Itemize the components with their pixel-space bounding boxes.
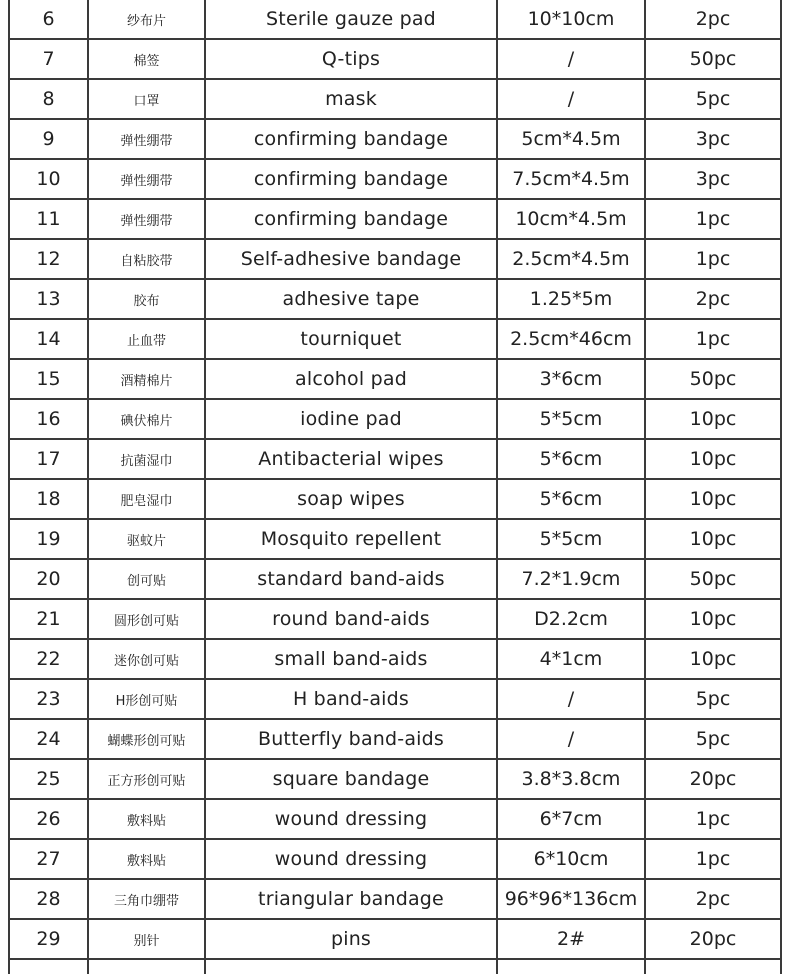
chinese-name-cell: 弹性绷带 [88, 159, 205, 199]
size-cell: 5*6cm [497, 439, 645, 479]
chinese-name-cell: 胶布 [88, 279, 205, 319]
table-row [9, 879, 781, 919]
english-name-cell: confirming bandage [205, 199, 497, 239]
item-table-container [8, 0, 782, 974]
quantity-cell: 50pc [645, 39, 781, 79]
chinese-name-cell: 蝴蝶形创可贴 [88, 719, 205, 759]
quantity-cell: 10pc [645, 519, 781, 559]
quantity-cell: 10pc [645, 399, 781, 439]
item-number-cell: 8 [9, 79, 88, 119]
table-row [9, 839, 781, 879]
item-number-cell: 16 [9, 399, 88, 439]
english-name-cell: Antibacterial wipes [205, 439, 497, 479]
quantity-cell: 10pc [645, 479, 781, 519]
quantity-cell: 10pc [645, 439, 781, 479]
quantity-cell: 2pc [645, 879, 781, 919]
size-cell: 7.2*1.9cm [497, 559, 645, 599]
english-name-cell: standard band-aids [205, 559, 497, 599]
item-number-cell: 11 [9, 199, 88, 239]
table-row [9, 719, 781, 759]
table-row [9, 799, 781, 839]
chinese-name-cell: 自粘胶带 [88, 239, 205, 279]
english-name-cell: pins [205, 919, 497, 959]
english-name-cell: H band-aids [205, 679, 497, 719]
quantity-cell: 3pc [645, 119, 781, 159]
table-row [9, 0, 781, 39]
item-number-cell [9, 959, 88, 974]
chinese-name-cell: 酒精棉片 [88, 359, 205, 399]
table-row-partial [9, 959, 781, 974]
chinese-name-cell: 抗菌湿巾 [88, 439, 205, 479]
quantity-cell: 1pc [645, 199, 781, 239]
english-name-cell: round band-aids [205, 599, 497, 639]
item-number-cell: 26 [9, 799, 88, 839]
table-row [9, 279, 781, 319]
table-row [9, 519, 781, 559]
size-cell: 5*6cm [497, 479, 645, 519]
quantity-cell: 1pc [645, 799, 781, 839]
item-table [8, 0, 782, 974]
english-name-cell: Q-tips [205, 39, 497, 79]
chinese-name-cell: 弹性绷带 [88, 199, 205, 239]
item-number-cell: 18 [9, 479, 88, 519]
table-row [9, 39, 781, 79]
english-name-cell: soap wipes [205, 479, 497, 519]
quantity-cell: 50pc [645, 359, 781, 399]
quantity-cell: 2pc [645, 279, 781, 319]
quantity-cell: 5pc [645, 679, 781, 719]
size-cell: 96*96*136cm [497, 879, 645, 919]
chinese-name-cell: 别针 [88, 919, 205, 959]
size-cell [497, 959, 645, 974]
quantity-cell: 50pc [645, 559, 781, 599]
item-number-cell: 22 [9, 639, 88, 679]
english-name-cell: mask [205, 79, 497, 119]
english-name-cell: square bandage [205, 759, 497, 799]
table-row [9, 919, 781, 959]
item-number-cell: 21 [9, 599, 88, 639]
chinese-name-cell [88, 959, 205, 974]
chinese-name-cell: H形创可贴 [88, 679, 205, 719]
size-cell: / [497, 719, 645, 759]
item-number-cell: 15 [9, 359, 88, 399]
quantity-cell: 20pc [645, 759, 781, 799]
quantity-cell [645, 959, 781, 974]
item-number-cell: 13 [9, 279, 88, 319]
size-cell: / [497, 79, 645, 119]
item-number-cell: 10 [9, 159, 88, 199]
item-number-cell: 9 [9, 119, 88, 159]
chinese-name-cell: 棉签 [88, 39, 205, 79]
english-name-cell: confirming bandage [205, 159, 497, 199]
item-number-cell: 12 [9, 239, 88, 279]
table-row [9, 359, 781, 399]
size-cell: 1.25*5m [497, 279, 645, 319]
quantity-cell: 3pc [645, 159, 781, 199]
table-row [9, 479, 781, 519]
chinese-name-cell: 三角巾绷带 [88, 879, 205, 919]
size-cell: 5*5cm [497, 399, 645, 439]
size-cell: 4*1cm [497, 639, 645, 679]
size-cell: 2.5cm*4.5m [497, 239, 645, 279]
item-number-cell: 27 [9, 839, 88, 879]
table-row [9, 239, 781, 279]
chinese-name-cell: 碘伏棉片 [88, 399, 205, 439]
table-row [9, 679, 781, 719]
item-number-cell: 25 [9, 759, 88, 799]
item-number-cell: 20 [9, 559, 88, 599]
quantity-cell: 20pc [645, 919, 781, 959]
size-cell: / [497, 39, 645, 79]
size-cell: 3*6cm [497, 359, 645, 399]
quantity-cell: 2pc [645, 0, 781, 39]
table-row [9, 759, 781, 799]
quantity-cell: 1pc [645, 839, 781, 879]
item-number-cell: 14 [9, 319, 88, 359]
item-table-body [9, 0, 781, 974]
size-cell: 3.8*3.8cm [497, 759, 645, 799]
chinese-name-cell: 圆形创可贴 [88, 599, 205, 639]
english-name-cell: alcohol pad [205, 359, 497, 399]
size-cell: / [497, 679, 645, 719]
chinese-name-cell: 纱布片 [88, 0, 205, 39]
item-number-cell: 28 [9, 879, 88, 919]
size-cell: 5cm*4.5m [497, 119, 645, 159]
size-cell: 7.5cm*4.5m [497, 159, 645, 199]
quantity-cell: 10pc [645, 599, 781, 639]
size-cell: 6*7cm [497, 799, 645, 839]
table-row [9, 399, 781, 439]
table-row [9, 639, 781, 679]
english-name-cell: wound dressing [205, 799, 497, 839]
table-row [9, 199, 781, 239]
chinese-name-cell: 止血带 [88, 319, 205, 359]
quantity-cell: 5pc [645, 719, 781, 759]
table-row [9, 439, 781, 479]
size-cell: 10*10cm [497, 0, 645, 39]
size-cell: 6*10cm [497, 839, 645, 879]
size-cell: D2.2cm [497, 599, 645, 639]
size-cell: 2.5cm*46cm [497, 319, 645, 359]
item-number-cell: 7 [9, 39, 88, 79]
quantity-cell: 5pc [645, 79, 781, 119]
english-name-cell: small band-aids [205, 639, 497, 679]
english-name-cell: tourniquet [205, 319, 497, 359]
table-row [9, 599, 781, 639]
item-number-cell: 19 [9, 519, 88, 559]
table-row [9, 559, 781, 599]
english-name-cell: Butterfly band-aids [205, 719, 497, 759]
quantity-cell: 1pc [645, 239, 781, 279]
english-name-cell: Self-adhesive bandage [205, 239, 497, 279]
table-row [9, 319, 781, 359]
chinese-name-cell: 肥皂湿巾 [88, 479, 205, 519]
item-number-cell: 6 [9, 0, 88, 39]
quantity-cell: 10pc [645, 639, 781, 679]
table-row [9, 159, 781, 199]
size-cell: 10cm*4.5m [497, 199, 645, 239]
chinese-name-cell: 迷你创可贴 [88, 639, 205, 679]
english-name-cell [205, 959, 497, 974]
size-cell: 2# [497, 919, 645, 959]
english-name-cell: adhesive tape [205, 279, 497, 319]
english-name-cell: iodine pad [205, 399, 497, 439]
item-number-cell: 24 [9, 719, 88, 759]
chinese-name-cell: 弹性绷带 [88, 119, 205, 159]
chinese-name-cell: 敷料贴 [88, 839, 205, 879]
item-number-cell: 29 [9, 919, 88, 959]
item-number-cell: 23 [9, 679, 88, 719]
quantity-cell: 1pc [645, 319, 781, 359]
english-name-cell: wound dressing [205, 839, 497, 879]
chinese-name-cell: 口罩 [88, 79, 205, 119]
english-name-cell: confirming bandage [205, 119, 497, 159]
item-number-cell: 17 [9, 439, 88, 479]
chinese-name-cell: 创可贴 [88, 559, 205, 599]
english-name-cell: triangular bandage [205, 879, 497, 919]
english-name-cell: Sterile gauze pad [205, 0, 497, 39]
chinese-name-cell: 敷料贴 [88, 799, 205, 839]
english-name-cell: Mosquito repellent [205, 519, 497, 559]
size-cell: 5*5cm [497, 519, 645, 559]
table-row [9, 79, 781, 119]
chinese-name-cell: 正方形创可贴 [88, 759, 205, 799]
table-row [9, 119, 781, 159]
chinese-name-cell: 驱蚊片 [88, 519, 205, 559]
